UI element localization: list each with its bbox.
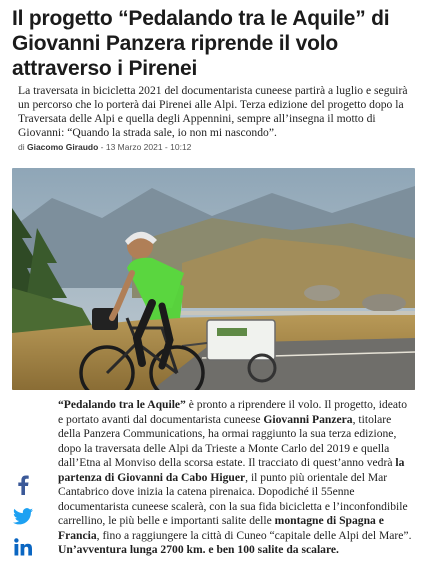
article-byline: [18, 142, 318, 152]
linkedin-icon: [14, 538, 32, 556]
body-text: , fino a raggiungere la città di Cuneo “capitale delle Alpi del Mare”.: [96, 528, 412, 542]
body-text: è pronto a riprendere il volo. Il progetto, ideato e portato avanti dal documentarista cuneese: [58, 398, 408, 426]
body-text-bold: montagne di Spagna e Francia: [58, 514, 384, 542]
body-text-bold: “Pedalando tra le Aquile”: [58, 398, 186, 411]
linkedin-share-button[interactable]: [12, 536, 34, 558]
article-photo: [12, 168, 415, 390]
facebook-share-button[interactable]: [12, 474, 34, 496]
body-text: , titolare della Panzera Communications, ha ormai raggiunto la sua terza edizione, dopo la traversata delle Alpi da Trieste a Monte Carlo del 2019 e quella dall’Etna al Monviso della scorsa estate. Il tracciato di quest’anno vedrà: [58, 412, 397, 469]
body-text-bold: la partenza di Giovanni da Cabo Higuer: [58, 456, 405, 484]
body-text: , il punto più orientale del Mar Cantabrico dove inizia la catena pirenaica. Dopodiché il 55enne documentarista cuneese scalerà, con la sua fida bicicletta e l’inconfondibile carrellino, le più belle e importanti salite delle: [58, 470, 408, 527]
article-lead: La traversata in bicicletta 2021 del documentarista cuneese partirà a luglio e seguirà un percorso che lo porterà dai Pirenei alle Alpi. Terza edizione del progetto dopo la Traversata delle Alpi e quella degli Appennini, sempre all’insegna il motto di Giovanni: “Quando la strada sale, io non mi nascondo”.: [18, 84, 408, 139]
twitter-share-button[interactable]: [12, 505, 34, 527]
twitter-icon: [13, 508, 33, 525]
body-text-bold: Giovanni Panzera: [263, 412, 353, 426]
body-text-bold: Un’avventura lunga 2700 km. e ben 100 salite da scalare.: [58, 543, 339, 556]
article-body: [58, 398, 414, 558]
byline-author[interactable]: Giacomo Giraudo: [26, 142, 99, 152]
byline-date: - 13 Marzo 2021 - 10:12: [98, 142, 192, 152]
facebook-icon: [16, 475, 30, 495]
article-headline: Il progetto “Pedalando tra le Aquile” di Giovanni Panzera riprende il volo attraverso i Pirenei: [12, 7, 390, 80]
cyclist-photo: [12, 168, 415, 390]
byline-prefix: di: [18, 142, 27, 152]
